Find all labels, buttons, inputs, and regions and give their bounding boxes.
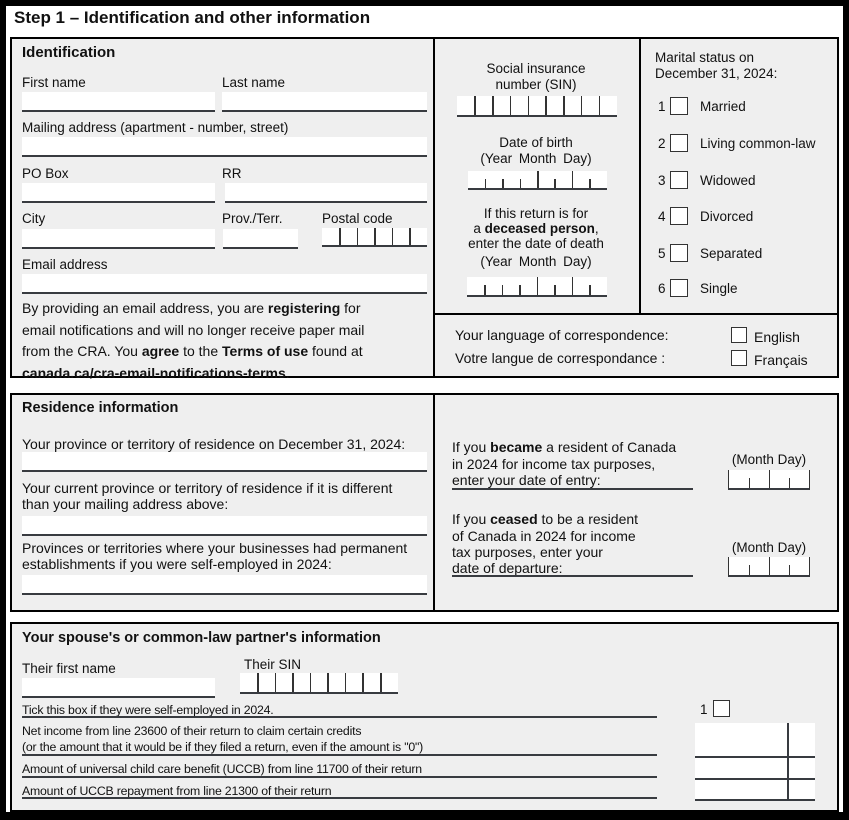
marital-label-divorced: Divorced — [700, 209, 754, 224]
po-box-input[interactable] — [22, 183, 215, 203]
spouse-sin-label: Their SIN — [244, 657, 302, 672]
spouse-uccb-repay-amount-field[interactable] — [695, 780, 815, 799]
residence-q1-input[interactable] — [22, 452, 427, 472]
last-name-label: Last name — [222, 75, 286, 90]
residence-q3-label-line2: establishments if you were self-employed in 2024: — [22, 556, 332, 572]
deceased-label-line1: If this return is for — [483, 206, 589, 221]
marital-checkbox-widowed[interactable] — [670, 171, 688, 189]
sin-label-line1: Social insurance — [486, 61, 586, 76]
entry-label-line3: enter your date of entry: — [452, 472, 601, 488]
marital-label-married: Married — [700, 99, 746, 114]
residence-q3-input[interactable] — [22, 575, 427, 595]
marital-checkbox-divorced[interactable] — [670, 207, 688, 225]
language-option-english: English — [754, 329, 800, 345]
dob-comb[interactable] — [468, 171, 607, 190]
marital-checkbox-married[interactable] — [670, 97, 688, 115]
departure-underline — [452, 575, 693, 577]
identification-divider-2 — [639, 39, 641, 313]
dob-format-label: (Year Month Day) — [480, 151, 592, 166]
email-input[interactable] — [22, 274, 427, 294]
spouse-tick-underline — [22, 702, 657, 718]
spouse-amounts-box — [695, 723, 815, 801]
spouse-uccb-amount-field[interactable] — [695, 758, 815, 778]
spouse-sin-comb[interactable] — [240, 673, 398, 694]
dob-label: Date of birth — [499, 135, 573, 150]
last-name-input[interactable] — [222, 92, 427, 112]
marital-label-widowed: Widowed — [700, 173, 756, 188]
spouse-uccb-label: Amount of universal child care benefit (UCCB) from line 11700 of their return — [22, 762, 422, 776]
language-label-en: Your language of correspondence: — [455, 327, 669, 343]
entry-label-line2: in 2024 for income tax purposes, — [452, 456, 656, 472]
city-input[interactable] — [22, 229, 215, 249]
spouse-tick-label: Tick this box if they were self-employed in 2024. — [22, 703, 274, 717]
marital-num-1: 1 — [658, 99, 666, 114]
departure-label-line4: date of departure: — [452, 560, 563, 576]
entry-label-line1: If you became a resident of Canada — [452, 439, 677, 455]
po-box-label: PO Box — [22, 166, 69, 181]
deceased-label-line2: a deceased person, — [473, 221, 599, 236]
marital-num-2: 2 — [658, 136, 666, 151]
language-label-fr: Votre langue de correspondance : — [455, 350, 666, 366]
residence-q2-label-line1: Your current province or territory of residence if it is different — [22, 480, 393, 496]
spouse-first-name-input[interactable] — [22, 678, 215, 698]
mailing-address-label: Mailing address (apartment - number, street) — [22, 120, 289, 135]
marital-heading-line1: Marital status on — [655, 50, 755, 65]
departure-label-line1: If you ceased to be a resident — [452, 511, 639, 527]
departure-label-line2: of Canada in 2024 for income — [452, 528, 636, 544]
marital-label-common-law: Living common-law — [700, 136, 816, 151]
first-name-label: First name — [22, 75, 86, 90]
city-label: City — [22, 211, 46, 226]
marital-checkbox-common-law[interactable] — [670, 134, 688, 152]
spouse-tick-num: 1 — [700, 702, 708, 717]
mailing-address-input[interactable] — [22, 137, 427, 157]
residence-q2-input[interactable] — [22, 516, 427, 536]
prov-input[interactable] — [223, 229, 298, 249]
residence-q3-label-line1: Provinces or territories where your businesses had permanent — [22, 540, 408, 556]
entry-date-format-label: (Month Day) — [731, 452, 807, 467]
marital-checkbox-separated[interactable] — [670, 244, 688, 262]
rr-label: RR — [222, 166, 242, 181]
postal-code-comb[interactable] — [322, 228, 427, 247]
departure-date-comb[interactable] — [728, 557, 810, 577]
spouse-uccb-repay-underline — [22, 783, 657, 799]
amounts-row-line-3 — [695, 799, 815, 801]
departure-date-format-label: (Month Day) — [731, 540, 807, 555]
prov-label: Prov./Terr. — [222, 211, 283, 226]
marital-label-single: Single — [700, 281, 738, 296]
first-name-input[interactable] — [22, 92, 215, 112]
marital-num-3: 3 — [658, 173, 666, 188]
spouse-heading: Your spouse's or common-law partner's information — [22, 630, 381, 646]
spouse-uccb-underline — [22, 762, 657, 778]
page-title: Step 1 – Identification and other information — [14, 8, 371, 27]
entry-underline — [452, 488, 693, 490]
marital-num-5: 5 — [658, 246, 666, 261]
residence-divider — [433, 395, 435, 610]
marital-num-6: 6 — [658, 281, 666, 296]
spouse-first-name-label: Their first name — [22, 661, 116, 676]
rr-input[interactable] — [225, 183, 427, 203]
residence-heading: Residence information — [22, 400, 179, 416]
language-checkbox-french[interactable] — [731, 350, 747, 366]
language-checkbox-english[interactable] — [731, 327, 747, 343]
spouse-net-income-label-line1: Net income from line 23600 of their return to claim certain credits — [22, 724, 362, 738]
marital-checkbox-single[interactable] — [670, 279, 688, 297]
marital-num-4: 4 — [658, 209, 666, 224]
language-option-french: Français — [754, 352, 808, 368]
residence-q1-label: Your province or territory of residence on December 31, 2024: — [22, 436, 406, 452]
death-date-format-label: (Year Month Day) — [480, 254, 592, 269]
marital-heading-line2: December 31, 2024: — [655, 66, 778, 81]
marital-label-separated: Separated — [700, 246, 763, 261]
email-label: Email address — [22, 257, 108, 272]
death-date-comb[interactable] — [467, 277, 607, 297]
spouse-net-income-underline — [22, 740, 657, 756]
spouse-net-income-amount-field[interactable] — [695, 723, 815, 756]
sin-label-line2: number (SIN) — [495, 77, 577, 92]
spouse-self-employed-checkbox[interactable] — [713, 700, 730, 717]
departure-label-line3: tax purposes, enter your — [452, 544, 603, 560]
sin-comb[interactable] — [457, 96, 617, 117]
language-row-divider — [434, 313, 837, 315]
entry-date-comb[interactable] — [728, 470, 810, 490]
spouse-net-income-label-line2: (or the amount that it would be if they filed a return, even if the amount is "0") — [22, 740, 424, 754]
postal-code-label: Postal code — [322, 211, 393, 226]
deceased-label-line3: enter the date of death — [468, 236, 604, 251]
email-registration-note: By providing an email address, you are registering for email notifications and will no longer receive paper mail from the CRA. You agree to the Terms of use found at canada.ca/cra-email-notifications-terms. — [22, 300, 365, 381]
spouse-uccb-repay-label: Amount of UCCB repayment from line 21300 of their return — [22, 784, 332, 798]
identification-heading: Identification — [22, 44, 116, 61]
residence-q2-label-line2: than your mailing address above: — [22, 496, 229, 512]
